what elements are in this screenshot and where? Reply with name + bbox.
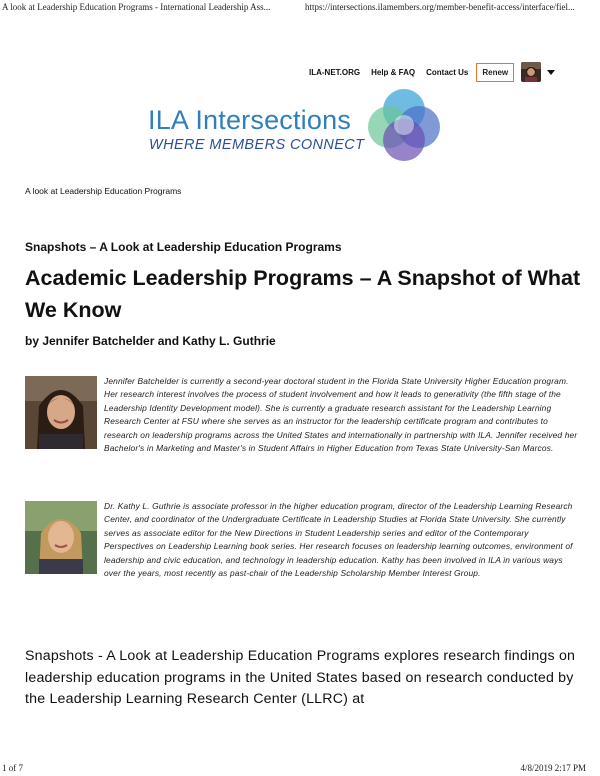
renew-button[interactable]: Renew	[476, 63, 514, 82]
nav-ila-net[interactable]: ILA-NET.ORG	[309, 67, 361, 77]
author-bio-kathy-text: Dr. Kathy L. Guthrie is associate professor in the higher education program, director of the Leadership Learning Research Center, and coordinator of the Undergraduate Certificate in Leadership Studies at Florida State University. She currently serves as associate editor for the New Directions in Student Leadership series and editor of the Contemporary Perspectives on Leadership Learning book series. Her research focuses on leadership learning outcomes, environment of leadership and civic education, and technology in leadership education. Kathy has been involved in ILA in various ways over the years, most recently as past-chair of the Leadership Scholarship Member Interest Group.	[104, 501, 573, 579]
breadcrumb: A look at Leadership Education Programs	[25, 186, 182, 196]
print-header	[0, 2, 600, 16]
author-photo-kathy-icon	[25, 501, 97, 574]
article-kicker: Snapshots – A Look at Leadership Education Programs	[25, 240, 342, 254]
author-photo-jennifer-icon	[25, 376, 97, 449]
nav-help-faq[interactable]: Help & FAQ	[371, 67, 416, 77]
article-byline: by Jennifer Batchelder and Kathy L. Guthrie	[25, 334, 276, 348]
logo-title: ILA Intersections	[148, 105, 352, 135]
nav-contact-us[interactable]: Contact Us	[426, 67, 469, 77]
intersecting-circles-logo-icon	[366, 87, 442, 163]
print-page-title: A look at Leadership Education Programs - International Leadership Ass...	[2, 2, 271, 12]
logo-tagline: WHERE MEMBERS CONNECT	[149, 137, 365, 153]
print-footer	[0, 763, 600, 775]
site-logo[interactable]	[144, 87, 442, 165]
author-bio-kathy	[25, 500, 580, 580]
print-url: https://intersections.ilamembers.org/member-benefit-access/interface/fiel...	[305, 2, 575, 12]
account-menu-caret-icon[interactable]	[544, 62, 558, 82]
print-page-number: 1 of 7	[2, 763, 23, 773]
print-timestamp: 4/8/2019 2:17 PM	[520, 763, 586, 773]
author-bio-jennifer-text: Jennifer Batchelder is currently a second-year doctoral student in the Florida State University Higher Education program. Her research interest involves the process of student involvement and how it leads to generativity (the fifth stage of the Leadership Identity Development model). She is currently a graduate research assistant for the Leadership Learning Research Center at FSU where she serves as an instructor for the leadership certificate program and contributes to research on leadership programs across the United States and internationally in partnership with ILA. Jennifer received her Bachelor's in Marketing and Master's in Student Affairs in Higher Education from Texas State University-San Marcos.	[104, 376, 578, 454]
page-title: Academic Leadership Programs – A Snapshot of What We Know	[25, 266, 581, 322]
top-navigation	[309, 61, 558, 83]
user-avatar-icon[interactable]	[521, 62, 541, 82]
author-bio-jennifer	[25, 375, 580, 455]
article-intro-paragraph: Snapshots - A Look at Leadership Education Programs explores research findings on leadership education programs in the United States based on research conducted by the Leadership Learning Research Center (LLRC) at	[25, 648, 576, 707]
